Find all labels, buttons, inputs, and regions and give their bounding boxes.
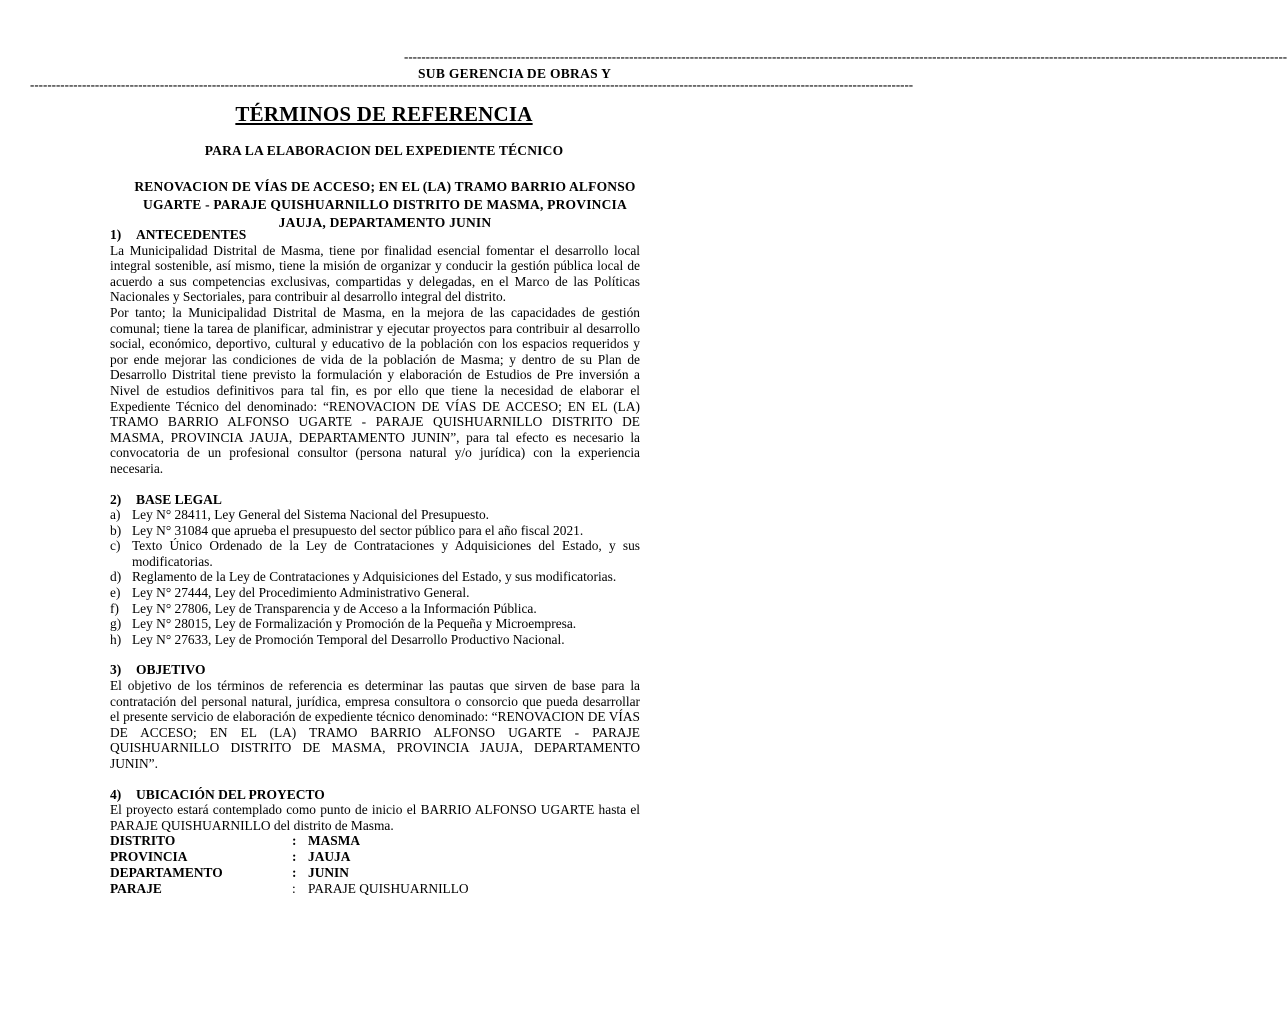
list-item-text: Ley N° 28411, Ley General del Sistema Nacional del Presupuesto. (132, 507, 490, 523)
list-item-letter: b) (110, 522, 122, 538)
document-title: TÉRMINOS DE REFERENCIA (235, 102, 533, 126)
list-item (110, 569, 640, 585)
list-item-letter: h) (110, 631, 122, 647)
list-item-text: Ley N° 27633, Ley de Promoción Temporal del Desarrollo Productivo Nacional. (132, 631, 565, 647)
header-dash-line-top: ------------------------------------------------------------------------------------------------------------------------------------------------------------------------------------------------------------ (404, 49, 1287, 64)
location-key: DISTRITO (110, 833, 176, 849)
list-item-text: Ley N° 28015, Ley de Formalización y Promoción de la Pequeña y Microempresa. (132, 616, 577, 632)
location-separator: : (292, 865, 297, 881)
section-number: 4) (110, 786, 122, 802)
list-item-letter: g) (110, 616, 122, 632)
location-key: PARAJE (110, 881, 162, 897)
project-title: RENOVACION DE VÍAS DE ACCESO; EN EL (LA) TRAMO BARRIO ALFONSO UGARTE - PARAJE QUISHUARNILLO DISTRITO DE MASMA, PROVINCIA JAUJA, DEPARTAMENTO JUNIN (134, 179, 636, 230)
list-item-letter: c) (110, 538, 121, 554)
base-legal-list (110, 507, 640, 647)
objetivo-paragraph: El objetivo de los términos de referencia es determinar las pautas que sirven de base para la contratación del personal natural, jurídica, empresa consultora o consorcio que pueda desarrollar el presente servicio de elaboración de expediente técnico denominado: “RENOVACION DE VÍAS DE ACCESO; EN EL (LA) TRAMO BARRIO ALFONSO UGARTE - PARAJE QUISHUARNILLO DISTRITO DE MASMA, PROVINCIA JAUJA, DEPARTAMENTO JUNIN”. (110, 678, 640, 771)
list-item-text: Ley N° 27806, Ley de Transparencia y de Acceso a la Información Pública. (132, 600, 537, 616)
location-value: MASMA (308, 833, 361, 849)
list-item-text: Ley N° 27444, Ley del Procedimiento Administrativo General. (132, 585, 470, 601)
table-row (110, 881, 469, 897)
section-title: BASE LEGAL (136, 491, 222, 507)
section-title: ANTECEDENTES (136, 227, 247, 242)
section-heading-objetivo (110, 662, 640, 678)
location-value: JUNIN (308, 865, 349, 881)
list-item (110, 507, 640, 523)
location-separator: : (292, 881, 296, 897)
section-number: 1) (110, 227, 122, 242)
antecedentes-paragraph-1: La Municipalidad Distrital de Masma, tiene por finalidad esencial fomentar el desarrollo local integral sostenible, así mismo, tiene la misión de organizar y conducir la gestión pública local de acuerdo a sus competencias exclusivas, compartidas y delegadas, en el Marco de las Políticas Nacionales y Sectoriales, para contribuir al desarrollo integral del distrito. (110, 242, 640, 305)
location-key: DEPARTAMENTO (110, 865, 223, 881)
list-item (110, 523, 640, 539)
antecedentes-paragraph-2: Por tanto; la Municipalidad Distrital de Masma, en la mejora de las capacidades de gestión comunal; tiene la tarea de planificar, administrar y ejecutar proyectos para contribuir al desarrollo social, económico, deportivo, cultural y educativo de la población con los espacios requeridos y por ende mejorar las condiciones de vida de la población de Masma; y dentro de su Plan de Desarrollo Distrital tiene previsto la formulación y elaboración de Estudios de Pre inversión a Nivel de estudios definitivos para tal fin, es por ello que tiene la necesidad de elaborar el Expediente Técnico del denominado: “RENOVACION DE VÍAS DE ACCESO; EN EL (LA) TRAMO BARRIO ALFONSO UGARTE - PARAJE QUISHUARNILLO DISTRITO DE MASMA, PROVINCIA JAUJA, DEPARTAMENTO JUNIN”, para tal efecto es necesario la convocatoria de un profesional consultor (persona natural y/o jurídica) con la experiencia necesaria. (110, 304, 640, 476)
list-item-text: Reglamento de la Ley de Contrataciones y Adquisiciones del Estado, y sus modificatorias. (132, 569, 617, 585)
list-item (110, 601, 640, 617)
header-dash-line-bottom: ------------------------------------------------------------------------------------------------------------------------------------------------------------------------------------------------------------ (30, 77, 914, 92)
section-title: OBJETIVO (136, 662, 206, 678)
list-item (110, 538, 640, 569)
section-number: 3) (110, 662, 122, 678)
list-item (110, 616, 640, 632)
section-heading-ubicacion (110, 787, 640, 803)
document-body (110, 227, 640, 897)
section-heading-antecedentes (110, 227, 640, 243)
list-item-letter: e) (110, 585, 121, 601)
ubicacion-paragraph: El proyecto estará contemplado como punto de inicio el BARRIO ALFONSO UGARTE hasta el PARAJE QUISHUARNILLO del distrito de Masma. (110, 802, 640, 833)
list-item (110, 632, 640, 648)
list-item-text: Ley N° 31084 que aprueba el presupuesto del sector público para el año fiscal 2021. (132, 522, 584, 538)
location-separator: : (292, 833, 297, 849)
list-item-letter: a) (110, 507, 121, 523)
list-item-letter: f) (110, 600, 119, 616)
section-number: 2) (110, 491, 122, 507)
table-row (110, 833, 469, 849)
location-table (110, 833, 469, 897)
location-separator: : (292, 849, 297, 865)
list-item (110, 585, 640, 601)
document-subtitle: PARA LA ELABORACION DEL EXPEDIENTE TÉCNICO (204, 143, 564, 158)
list-item-letter: d) (110, 569, 122, 585)
location-value: JAUJA (308, 849, 351, 865)
table-row (110, 865, 469, 881)
header-department: SUB GERENCIA DE OBRAS Y (418, 66, 612, 81)
section-heading-base-legal (110, 492, 640, 508)
table-row (110, 849, 469, 865)
list-item-text: Texto Único Ordenado de la Ley de Contrataciones y Adquisiciones del Estado, y sus modificatorias. (132, 538, 640, 569)
location-key: PROVINCIA (110, 849, 188, 865)
location-value: PARAJE QUISHUARNILLO (308, 881, 469, 897)
section-title: UBICACIÓN DEL PROYECTO (136, 786, 325, 802)
